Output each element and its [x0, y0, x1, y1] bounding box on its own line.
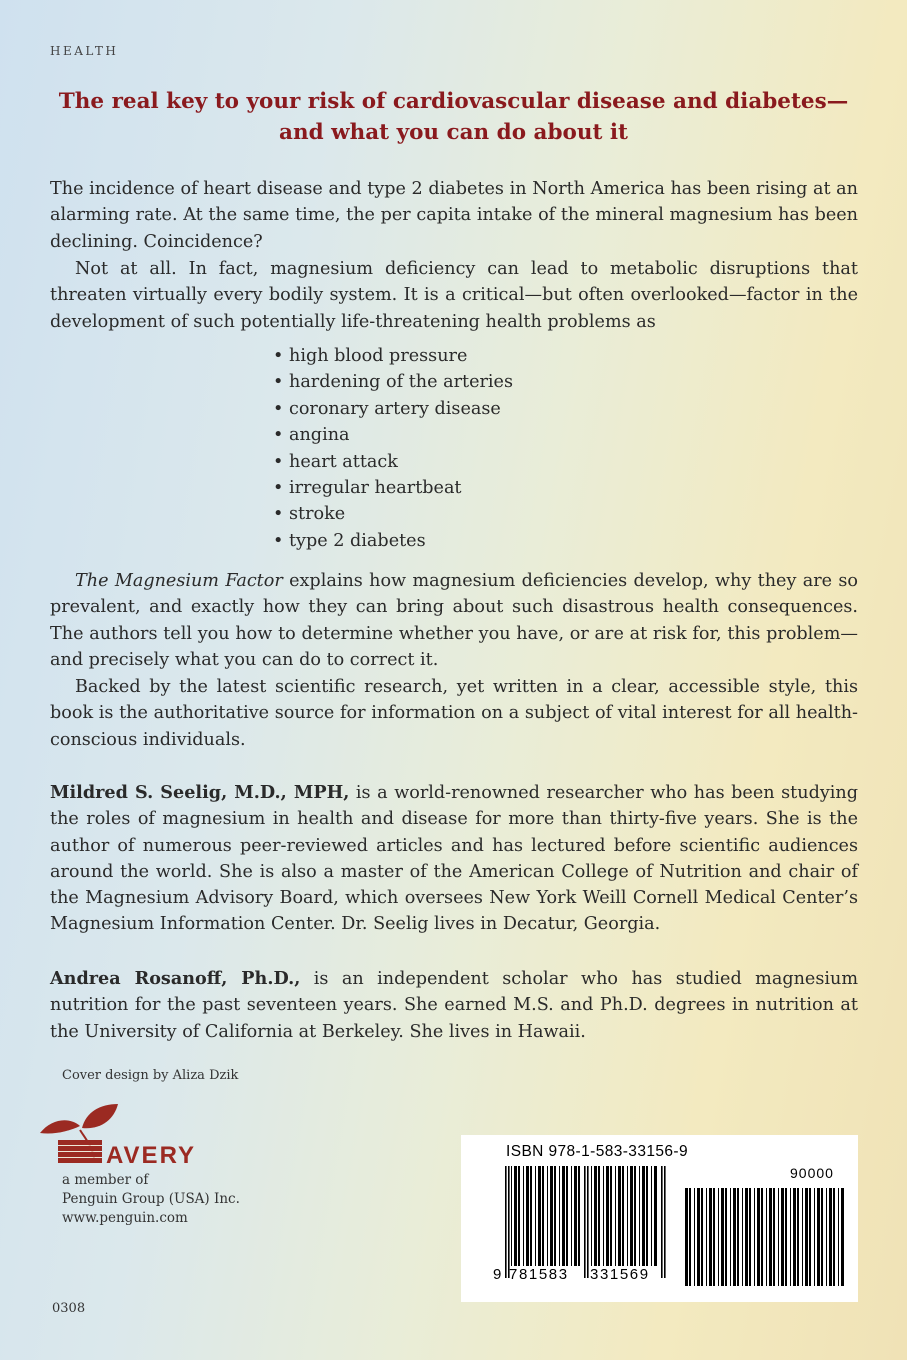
- member-line-1: a member of: [62, 1172, 149, 1188]
- barcode-bar: [701, 1188, 703, 1286]
- barcode-bar: [745, 1188, 748, 1286]
- publisher-website: www.penguin.com: [62, 1210, 188, 1226]
- summary-text: Backed by the latest scientific research, yet written in a clear, accessible style, this book is the authoritative source for information on a subject of vital interest for all health-conscious individuals.: [50, 677, 858, 750]
- barcode-bar: [721, 1188, 724, 1286]
- cover-credit: Cover design by Aliza Dzik: [62, 1068, 239, 1083]
- barcode-bar: [814, 1188, 815, 1286]
- summary-paragraph: [50, 674, 858, 753]
- barcode-bar: [591, 1166, 592, 1266]
- barcode-bar: [706, 1188, 707, 1286]
- barcode-bar: [821, 1188, 823, 1286]
- barcode-bar: [634, 1166, 636, 1266]
- barcode-bar: [523, 1166, 524, 1266]
- barcode-bar: [694, 1188, 695, 1286]
- barcode-bar: [571, 1166, 572, 1266]
- barcode-bar: [737, 1188, 739, 1286]
- barcode-bar: [598, 1166, 600, 1266]
- barcode-bar: [651, 1166, 652, 1266]
- explanation-text: explains how magnesium deficiencies develop, why they are so prevalent, and exactly how they can bring about such disastrous health consequences. The authors tell you how to determine whether you have, or are at risk for, this problem—and precisely what you can do to correct it.: [50, 571, 858, 670]
- avery-wordmark: AVERY: [106, 1142, 197, 1169]
- author-bio-text: is an independent scholar who has studied magnesium nutrition for the past seventeen years. She earned M.S. and Ph.D. degrees in nutrition at the University of California at Berkeley. She lives in Hawaii.: [50, 969, 859, 1042]
- barcode-bar: [754, 1188, 755, 1286]
- headline: [40, 86, 867, 148]
- barcode-bar: [778, 1188, 779, 1286]
- headline-line-1: The real key to your risk of cardiovascular disease and diabetes—: [58, 89, 849, 114]
- barcode-bar: [566, 1166, 568, 1266]
- barcode-bar: [689, 1188, 691, 1286]
- barcode-bar: [742, 1188, 743, 1286]
- barcode-bar: [639, 1166, 640, 1266]
- barcode-bar: [654, 1166, 657, 1266]
- barcode-guard-bar: [661, 1166, 663, 1278]
- barcode-bar: [603, 1166, 604, 1266]
- list-item: • irregular heartbeat: [273, 475, 513, 501]
- barcode-bar: [793, 1188, 796, 1286]
- barcode-bar: [697, 1188, 700, 1286]
- barcode-bar: [550, 1166, 553, 1266]
- barcode-bar: [642, 1166, 645, 1266]
- barcode-bar: [817, 1188, 820, 1286]
- barcode-bar: [709, 1188, 712, 1286]
- barcode-bar: [578, 1166, 580, 1266]
- member-line-2: Penguin Group (USA) Inc.: [62, 1191, 240, 1207]
- barcode-bar: [773, 1188, 775, 1286]
- list-item: • high blood pressure: [273, 343, 513, 369]
- barcode-bar: [809, 1188, 811, 1286]
- intro-paragraph-1-text: The incidence of heart disease and type 2 diabetes in North America has been rising at an alarming rate. At the same time, the per capita intake of the mineral magnesium has been declining. Coincidence?: [50, 179, 858, 252]
- barcode-bar: [802, 1188, 803, 1286]
- barcode-bar: [718, 1188, 719, 1286]
- list-item: • hardening of the arteries: [273, 369, 513, 395]
- list-item: • heart attack: [273, 449, 513, 475]
- barcode-bar: [769, 1188, 772, 1286]
- author-name: Andrea Rosanoff, Ph.D.,: [50, 968, 301, 989]
- conditions-list: [273, 343, 513, 554]
- explanation-paragraph: [50, 568, 858, 673]
- barcode-bar: [606, 1166, 609, 1266]
- barcode-bar: [538, 1166, 541, 1266]
- barcode-bar: [554, 1166, 556, 1266]
- barcode-bar: [542, 1166, 544, 1266]
- publisher-info: [62, 1171, 240, 1228]
- list-item: • type 2 diabetes: [273, 528, 513, 554]
- barcode-bar: [518, 1166, 520, 1266]
- barcode-digit-group-1: 781583: [509, 1266, 569, 1283]
- barcode-bar: [530, 1166, 532, 1266]
- barcode-bar: [833, 1188, 835, 1286]
- barcode-bar: [594, 1166, 597, 1266]
- barcode-bar: [618, 1166, 621, 1266]
- barcode-bar: [610, 1166, 612, 1266]
- barcode-bar: [785, 1188, 787, 1286]
- headline-line-2: and what you can do about it: [279, 120, 628, 145]
- isbn-label: ISBN 978-1-583-33156-9: [506, 1143, 688, 1160]
- category-label: HEALTH: [50, 44, 119, 58]
- print-code: 0308: [52, 1301, 86, 1316]
- barcode-bar: [511, 1166, 512, 1266]
- barcode-digit-group-2: 331569: [590, 1266, 650, 1283]
- barcode-bar: [535, 1166, 536, 1266]
- barcode-guard-bar: [505, 1166, 507, 1278]
- barcode-guard-bar: [587, 1166, 589, 1278]
- author-bio-rosanoff: [50, 966, 858, 1045]
- barcode-bar: [841, 1188, 844, 1286]
- author-name: Mildred S. Seelig, M.D., MPH,: [50, 782, 350, 803]
- barcode-bar: [646, 1166, 648, 1266]
- barcode-lead-digit: 9: [493, 1266, 502, 1283]
- barcode-bar: [749, 1188, 751, 1286]
- barcode-guard-bar: [664, 1166, 666, 1278]
- barcode-guard-bar: [584, 1166, 586, 1278]
- barcode-bar: [790, 1188, 791, 1286]
- barcode-bar: [526, 1166, 529, 1266]
- barcode-bar: [761, 1188, 763, 1286]
- barcode-bar: [730, 1188, 731, 1286]
- barcode-bar: [838, 1188, 839, 1286]
- book-title: The Magnesium Factor: [75, 571, 283, 591]
- barcode-bar: [627, 1166, 628, 1266]
- barcode-bar: [797, 1188, 799, 1286]
- barcode-bar: [562, 1166, 565, 1266]
- intro-paragraph-2-text: Not at all. In fact, magnesium deficiency can lead to metabolic disruptions that threaten virtually every bodily system. It is a critical—but often overlooked—factor in the development of such potentially life-threatening health problems as: [50, 259, 858, 332]
- barcode-bar: [622, 1166, 624, 1266]
- barcode-addon-digits: 90000: [790, 1165, 834, 1181]
- barcode-bar: [559, 1166, 560, 1266]
- barcode-bar: [733, 1188, 736, 1286]
- list-item: • coronary artery disease: [273, 396, 513, 422]
- barcode-bar: [615, 1166, 616, 1266]
- barcode-bar: [725, 1188, 727, 1286]
- barcode-bar: [805, 1188, 808, 1286]
- barcode-bar: [781, 1188, 784, 1286]
- book-stack-icon: [58, 1140, 102, 1163]
- barcode-bar: [547, 1166, 548, 1266]
- avery-logo: [40, 1100, 210, 1172]
- barcode-guard-bar: [508, 1166, 510, 1278]
- barcode-bar: [757, 1188, 760, 1286]
- barcode-bar: [630, 1166, 633, 1266]
- barcode-bar: [826, 1188, 827, 1286]
- barcode-bar: [514, 1166, 517, 1266]
- author-bio-text: is a world-renowned researcher who has been studying the roles of magnesium in health and disease for more than thirty-five years. She is the author of numerous peer-reviewed articles and has lectured before scientific audiences around the world. She is also a master of the American College of Nutrition and chair of the Magnesium Advisory Board, which oversees New York Weill Cornell Medical Center’s Magnesium Information Center. Dr. Seelig lives in Decatur, Georgia.: [50, 783, 858, 935]
- barcode-bar: [766, 1188, 767, 1286]
- intro-paragraph-1: [50, 176, 858, 255]
- barcode-bar: [829, 1188, 832, 1286]
- list-item: • stroke: [273, 501, 513, 527]
- barcode-bar: [713, 1188, 715, 1286]
- intro-paragraph-2: [50, 256, 858, 335]
- list-item: • angina: [273, 422, 513, 448]
- barcode-bar: [685, 1188, 688, 1286]
- author-bio-seelig: [50, 780, 858, 938]
- barcode-bar: [574, 1166, 577, 1266]
